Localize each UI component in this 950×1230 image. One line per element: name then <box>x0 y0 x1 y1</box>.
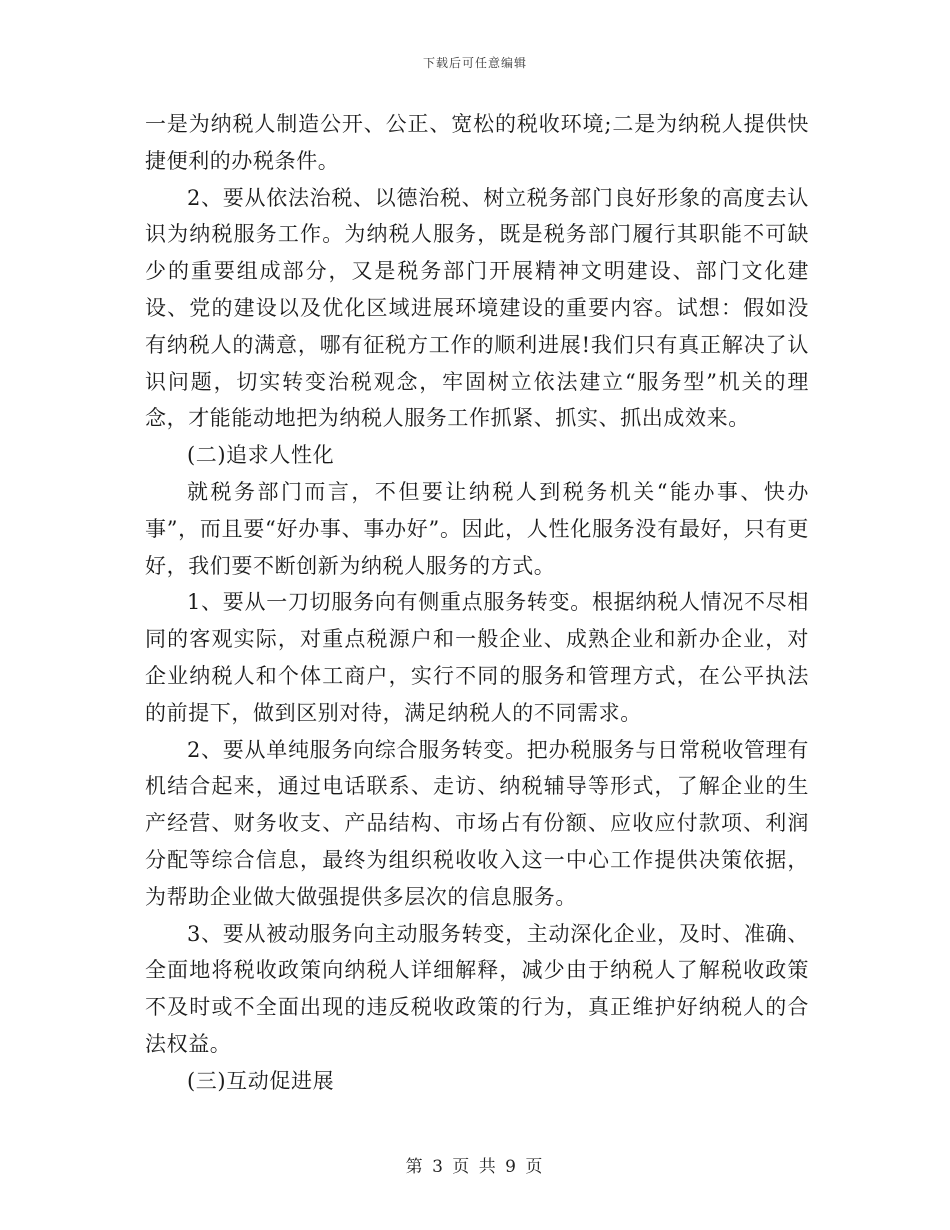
page-header: 下载后可任意编辑 <box>422 56 527 70</box>
paragraph-1: 一是为纳税人制造公开、公正、宽松的税收环境;二是为纳税人提供快捷便利的办税条件。 <box>145 112 809 173</box>
paragraph-4: 1、要从一刀切服务向有侧重点服务转变。根据纳税人情况不尽相同的客观实际，对重点税源户和一般企业、成熟企业和新办企业，对企业纳税人和个体工商户，实行不同的服务和管理方式，在公平执法的前提下，做到区别对待，满足纳税人的不同需求。 <box>145 590 809 725</box>
section-heading-3: (三)互动促进展 <box>187 1068 335 1093</box>
page-footer: 第 3 页 共 9 页 <box>405 1157 545 1177</box>
paragraph-3: 就税务部门而言，不但要让纳税人到税务机关“能办事、快办事”，而且要“好办事、事办好”。因此，人性化服务没有最好，只有更好，我们要不断创新为纳税人服务的方式。 <box>145 479 809 578</box>
document-body <box>145 106 809 1100</box>
paragraph-2: 2、要从依法治税、以德治税、树立税务部门良好形象的高度去认识为纳税服务工作。为纳税人服务，既是税务部门履行其职能不可缺少的重要组成部分，又是税务部门开展精神文明建设、部门文化建设、党的建设以及优化区域进展环境建设的重要内容。试想：假如没有纳税人的满意，哪有征税方工作的顺利进展!我们只有真正解决了认识问题，切实转变治税观念，牢固树立依法建立“服务型”机关的理念，才能能动地把为纳税人服务工作抓紧、抓实、抓出成效来。 <box>145 185 809 431</box>
paragraph-6: 3、要从被动服务向主动服务转变，主动深化企业，及时、准确、全面地将税收政策向纳税人详细解释，减少由于纳税人了解税收政策不及时或不全面出现的违反税收政策的行为，真正维护好纳税人的合法权益。 <box>145 921 809 1056</box>
section-heading-2: (二)追求人性化 <box>187 443 335 468</box>
paragraph-5: 2、要从单纯服务向综合服务转变。把办税服务与日常税收管理有机结合起来，通过电话联系、走访、纳税辅导等形式，了解企业的生产经营、财务收支、产品结构、市场占有份额、应收应付款项、利润分配等综合信息，最终为组织税收收入这一中心工作提供决策依据，为帮助企业做大做强提供多层次的信息服务。 <box>145 737 809 909</box>
